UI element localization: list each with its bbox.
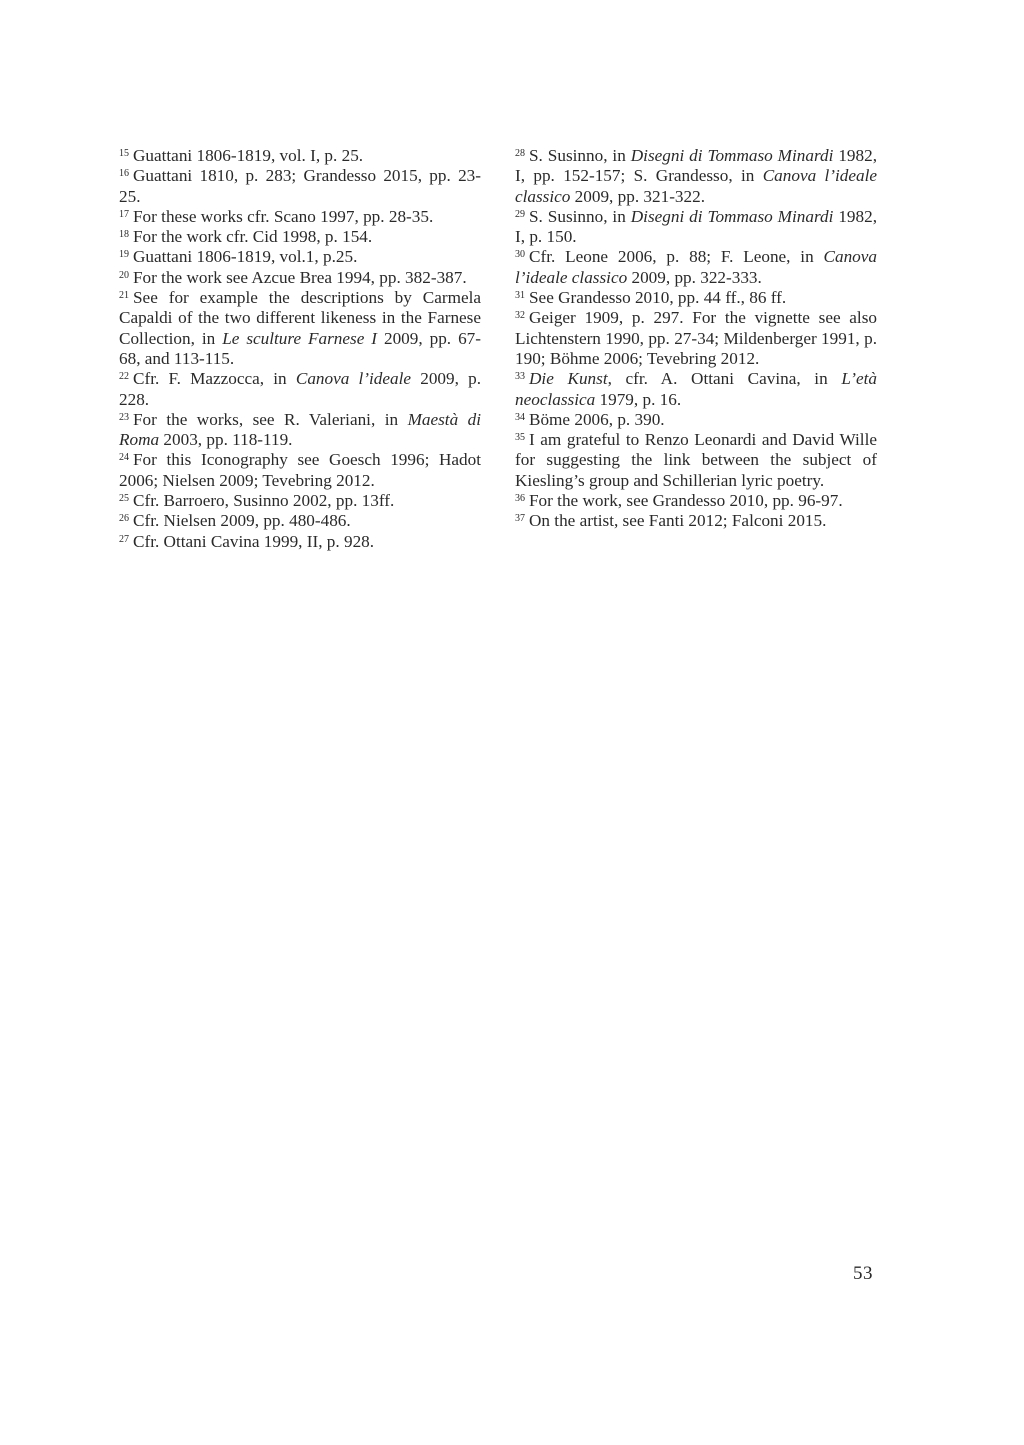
footnote	[515, 511, 877, 531]
footnote-text: , cfr. A. Ottani Cavina, in	[607, 369, 842, 389]
footnote-title: Die Kunst	[529, 369, 608, 389]
footnote	[515, 247, 877, 288]
footnote-text: Cfr. Ottani Cavina 1999, II, p. 928.	[133, 531, 375, 551]
footnote	[515, 410, 877, 430]
footnote-number: 33	[515, 371, 525, 383]
footnote-text: Böme 2006, p. 390.	[529, 409, 665, 429]
footnote-number: 19	[119, 249, 129, 261]
footnote-number: 28	[515, 148, 525, 159]
footnote-text: Guattani 1810, p. 283; Grandesso 2015, pp. 23-25.	[119, 166, 481, 206]
footnote-text: 2009, pp. 321-322.	[570, 186, 706, 206]
footnote-number: 30	[515, 249, 525, 261]
footnote-text: See Grandesso 2010, pp. 44 ff., 86 ff.	[529, 288, 787, 308]
footnote-number: 36	[515, 493, 525, 505]
footnote-number: 25	[119, 493, 129, 505]
footnote-text: For the works, see R. Valeriani, in	[133, 409, 408, 429]
footnotes-right-column	[515, 146, 877, 532]
footnote	[119, 450, 481, 491]
footnote-number: 27	[119, 533, 129, 545]
footnote-title: Disegni di Tommaso Minardi	[630, 206, 834, 226]
footnote	[119, 207, 481, 227]
footnote-text: Cfr. Barroero, Susinno 2002, pp. 13ff.	[133, 491, 395, 511]
footnote	[515, 491, 877, 511]
footnote-number: 24	[119, 452, 129, 464]
footnote-number: 31	[515, 290, 525, 302]
page-number: 53	[853, 1263, 873, 1284]
footnote-text: Guattani 1806-1819, vol. I, p. 25.	[133, 146, 364, 165]
footnote-title: Canova l’ideale classico	[515, 166, 878, 206]
footnote-text: S. Susinno, in	[529, 206, 631, 226]
footnote-text: See for example the descriptions by Carmela Capaldi of the two different likeness in the Farnese Collection, in	[119, 288, 481, 348]
footnote	[515, 369, 877, 410]
footnote	[119, 491, 481, 511]
footnote	[119, 369, 481, 410]
footnote-title: Disegni di Tommaso Minardi	[630, 146, 834, 165]
footnote	[515, 207, 877, 248]
footnote	[119, 146, 481, 166]
footnote-number: 15	[119, 148, 129, 159]
footnote-number: 29	[515, 208, 525, 220]
footnote-title: L’età neoclassica	[515, 369, 877, 409]
footnote-text: Cfr. Nielsen 2009, pp. 480-486.	[133, 511, 351, 531]
footnote-number: 35	[515, 432, 525, 444]
footnote-text: For this Iconography see Goesch 1996; Hadot 2006; Nielsen 2009; Tevebring 2012.	[119, 450, 481, 490]
footnote	[119, 511, 481, 531]
footnote-number: 22	[119, 371, 129, 383]
footnote-number: 21	[119, 290, 129, 302]
footnote-title: Maestà di Roma	[119, 409, 481, 450]
footnote-number: 37	[515, 513, 525, 525]
footnote-text: For the work cfr. Cid 1998, p. 154.	[133, 227, 373, 247]
footnote	[515, 308, 877, 369]
footnote-text: I am grateful to Renzo Leonardi and David Wille for suggesting the link between the subject of Kiesling’s group and Schillerian lyric poetry.	[515, 430, 877, 490]
footnote-title: Le sculture Farnese I	[222, 328, 378, 348]
footnote-text: 2009, pp. 322-333.	[627, 267, 762, 287]
footnote	[119, 268, 481, 288]
footnote-text: 2003, pp. 118-119.	[159, 430, 293, 450]
footnote-text: 1979, p. 16.	[595, 389, 682, 409]
footnote-text: Geiger 1909, p. 297. For the vignette see also Lichtenstern 1990, pp. 27-34; Mildenberger 1991, p. 190; Böhme 2006; Tevebring 2012.	[515, 308, 877, 368]
footnote-text: For these works cfr. Scano 1997, pp. 28-35.	[133, 206, 434, 226]
footnote-title: Canova l’ideale classico	[515, 247, 877, 287]
footnote-text: For the work see Azcue Brea 1994, pp. 382-387.	[133, 267, 467, 287]
footnote-text: 2009, pp. 67-68, and 113-115.	[119, 328, 481, 368]
footnote-text: S. Susinno, in	[529, 146, 631, 165]
footnote	[119, 247, 481, 267]
footnote-title: Canova l’ideale	[295, 369, 412, 389]
footnote-number: 18	[119, 229, 129, 241]
footnote-text: Cfr. Leone 2006, p. 88; F. Leone, in	[529, 247, 824, 267]
footnote-text: On the artist, see Fanti 2012; Falconi 2015.	[529, 511, 827, 531]
footnote-number: 32	[515, 310, 525, 322]
footnote-text: For the work, see Grandesso 2010, pp. 96-97.	[529, 491, 843, 511]
footnote	[119, 288, 481, 369]
footnote-number: 20	[119, 269, 129, 281]
footnote-number: 16	[119, 168, 129, 180]
footnote-text: 1982, I, pp. 152-157; S. Grandesso, in	[515, 146, 878, 186]
footnote-number: 17	[119, 208, 129, 220]
footnote	[119, 166, 481, 207]
footnote-text: 1982, I, p. 150.	[515, 206, 878, 247]
footnote	[119, 227, 481, 247]
footnote	[119, 410, 481, 451]
footnote	[515, 146, 877, 207]
footnote	[515, 288, 877, 308]
footnote-text: 2009, p. 228.	[119, 369, 481, 409]
footnote-number: 23	[119, 411, 129, 423]
footnote-number: 34	[515, 411, 525, 423]
footnote-number: 26	[119, 513, 129, 525]
footnotes-left-column	[119, 146, 481, 552]
footnote	[119, 532, 481, 552]
footnote-text: Cfr. F. Mazzocca, in	[133, 369, 296, 389]
footnote	[515, 430, 877, 491]
footnote-text: Guattani 1806-1819, vol.1, p.25.	[133, 247, 358, 267]
